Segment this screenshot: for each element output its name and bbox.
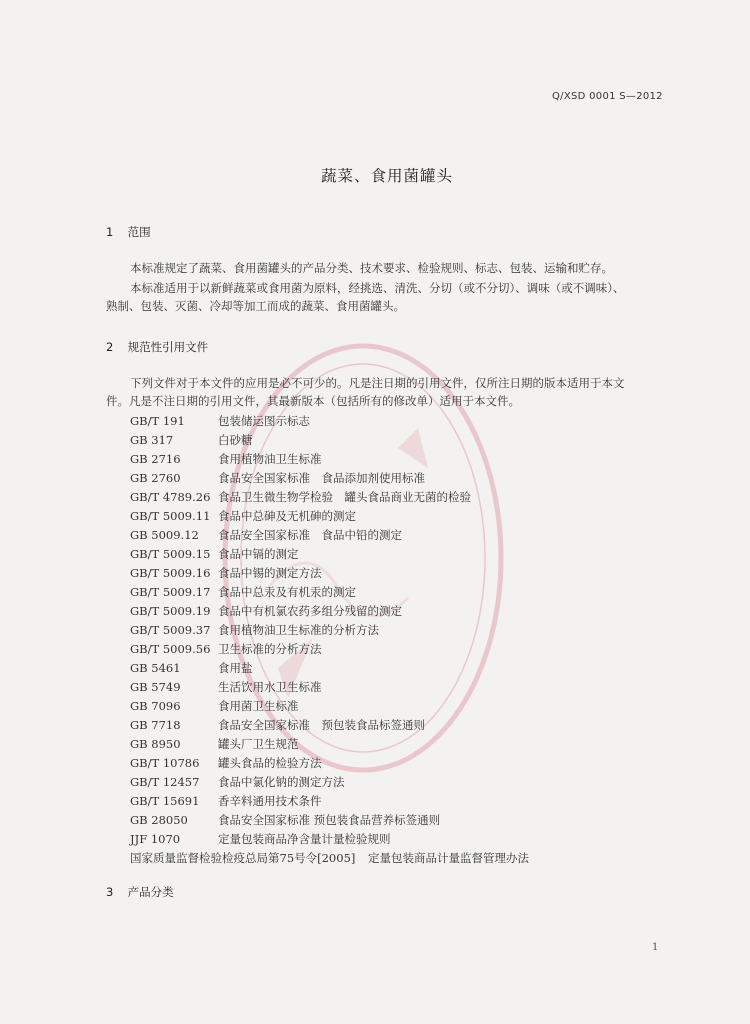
reference-name: 食品中氯化钠的测定方法 xyxy=(218,775,345,789)
scope-paragraph-2-line-2: 熟制、包装、灭菌、冷却等加工而成的蔬菜、食用菌罐头。 xyxy=(106,299,405,313)
reference-name: 卫生标准的分析方法 xyxy=(218,642,322,656)
reference-code: GB 2760 xyxy=(130,471,181,485)
document-title: 蔬菜、食用菌罐头 xyxy=(320,167,453,185)
reference-name: 食用菌卫生标准 xyxy=(218,699,299,713)
reference-item xyxy=(130,697,529,716)
reference-code: GB/T 5009.17 xyxy=(130,585,211,599)
reference-code: GB/T 12457 xyxy=(130,775,200,789)
reference-item xyxy=(130,640,529,659)
reference-name: 食品中总汞及有机汞的测定 xyxy=(218,585,356,599)
reference-code: GB 5009.12 xyxy=(130,528,199,542)
reference-item xyxy=(130,735,529,754)
reference-name: 食品安全国家标准 食品添加剂使用标准 xyxy=(218,471,425,485)
section-heading-product-classification xyxy=(106,884,174,900)
refs-intro-line-2: 件。凡是不注日期的引用文件，其最新版本（包括所有的修改单）适用于本文件。 xyxy=(106,394,520,408)
reference-item xyxy=(130,811,529,830)
section-title: 规范性引用文件 xyxy=(127,340,209,354)
reference-code: GB 7096 xyxy=(130,699,181,713)
reference-code: GB/T 15691 xyxy=(130,794,200,808)
reference-name: 罐头食品的检验方法 xyxy=(218,756,322,770)
document-code: Q/XSD 0001 S—2012 xyxy=(552,91,663,102)
reference-code: GB 8950 xyxy=(130,737,181,751)
reference-code: GB/T 5009.16 xyxy=(130,566,211,580)
refs-intro-line-1: 下列文件对于本文件的应用是必不可少的。凡是注日期的引用文件，仅所注日期的版本适用于本文 xyxy=(130,376,625,390)
reference-name: 生活饮用水卫生标准 xyxy=(218,680,322,694)
section-number: 1 xyxy=(106,225,114,239)
reference-item xyxy=(130,431,529,450)
reference-code: GB 5749 xyxy=(130,680,181,694)
reference-code: GB/T 5009.37 xyxy=(130,623,211,637)
reference-code: 国家质量监督检验检疫总局第75号令[2005] xyxy=(130,851,356,865)
reference-item xyxy=(130,469,529,488)
reference-name: 食用植物油卫生标准 xyxy=(218,452,322,466)
reference-name: 白砂糖 xyxy=(218,433,253,447)
reference-name: 食品中锡的测定方法 xyxy=(218,566,322,580)
reference-list xyxy=(130,412,529,868)
section-number: 2 xyxy=(106,340,114,354)
reference-code: GB 317 xyxy=(130,433,174,447)
section-heading-scope xyxy=(106,224,151,240)
section-heading-normative-references xyxy=(106,339,208,355)
reference-name: 食品安全国家标准 预包装食品营养标签通则 xyxy=(218,813,441,827)
reference-item xyxy=(130,659,529,678)
reference-item xyxy=(130,583,529,602)
reference-code: GB/T 5009.11 xyxy=(130,509,211,523)
reference-code: GB 2716 xyxy=(130,452,181,466)
reference-item xyxy=(130,526,529,545)
reference-code: GB/T 5009.15 xyxy=(130,547,211,561)
reference-name: 食品中有机氯农药多组分残留的测定 xyxy=(218,604,402,618)
reference-name: 食用植物油卫生标准的分析方法 xyxy=(218,623,379,637)
reference-code: JJF 1070 xyxy=(130,832,181,846)
reference-item xyxy=(130,678,529,697)
reference-item xyxy=(130,754,529,773)
reference-code: GB/T 5009.56 xyxy=(130,642,211,656)
reference-code: GB 28050 xyxy=(130,813,188,827)
reference-name: 食品中总砷及无机砷的测定 xyxy=(218,509,356,523)
scope-paragraph-1: 本标准规定了蔬菜、食用菌罐头的产品分类、技术要求、检验规则、标志、包装、运输和贮存。 xyxy=(130,261,613,275)
reference-item xyxy=(130,412,529,431)
reference-item xyxy=(130,488,529,507)
reference-item xyxy=(130,716,529,735)
section-title: 产品分类 xyxy=(127,885,174,899)
scope-paragraph-2-line-1: 本标准适用于以新鲜蔬菜或食用菌为原料，经挑选、清洗、分切（或不分切）、调味（或不调味）、 xyxy=(130,281,625,295)
reference-item xyxy=(130,450,529,469)
reference-name: 食品安全国家标准 食品中铅的测定 xyxy=(218,528,402,542)
reference-name: 定量包装商品计量监督管理办法 xyxy=(368,851,529,865)
reference-name: 食品卫生微生物学检验 罐头食品商业无菌的检验 xyxy=(218,490,471,504)
reference-name: 罐头厂卫生规范 xyxy=(218,737,299,751)
reference-code: GB 7718 xyxy=(130,718,181,732)
section-number: 3 xyxy=(106,885,114,899)
reference-item xyxy=(130,545,529,564)
reference-item xyxy=(130,507,529,526)
reference-code: GB 5461 xyxy=(130,661,181,675)
reference-code: GB/T 5009.19 xyxy=(130,604,211,618)
reference-name: 定量包装商品净含量计量检验规则 xyxy=(218,832,391,846)
reference-item xyxy=(130,602,529,621)
reference-code: GB/T 191 xyxy=(130,414,185,428)
reference-item xyxy=(130,621,529,640)
reference-code: GB/T 10786 xyxy=(130,756,200,770)
reference-name: 包装储运图示标志 xyxy=(218,414,310,428)
reference-item xyxy=(130,564,529,583)
reference-name: 食用盐 xyxy=(218,661,253,675)
reference-name: 香辛料通用技术条件 xyxy=(218,794,322,808)
reference-name: 食品中镉的测定 xyxy=(218,547,299,561)
reference-name: 食品安全国家标准 预包装食品标签通则 xyxy=(218,718,425,732)
section-title: 范围 xyxy=(127,225,151,239)
reference-item xyxy=(130,849,529,868)
reference-item xyxy=(130,830,529,849)
reference-code: GB/T 4789.26 xyxy=(130,490,211,504)
reference-item xyxy=(130,773,529,792)
reference-item xyxy=(130,792,529,811)
page-number: 1 xyxy=(652,942,659,953)
